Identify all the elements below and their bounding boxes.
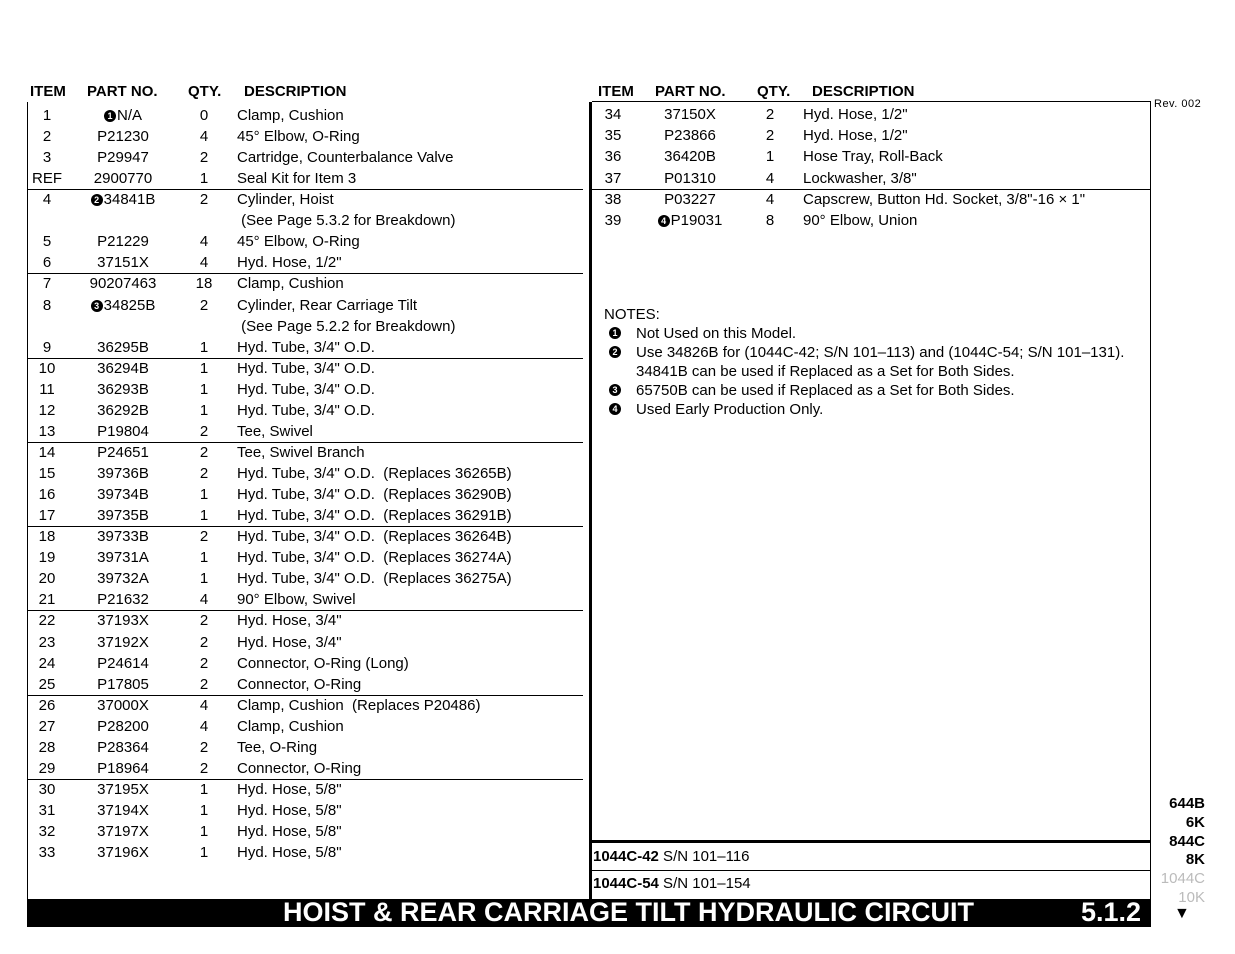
quantity: 1: [199, 801, 209, 819]
description: Connector, O-Ring: [237, 675, 362, 693]
description: Hyd. Tube, 3/4" O.D. (Replaces 36264B): [237, 528, 512, 546]
part-number: [68, 423, 178, 440]
quantity: 2: [199, 422, 209, 440]
item-number: 17: [38, 507, 56, 525]
part-number: [68, 528, 178, 545]
quantity: 4: [765, 190, 775, 208]
item-number: 25: [38, 675, 56, 693]
item-number: 28: [38, 738, 56, 756]
description: Hyd. Tube, 3/4" O.D. (Replaces 36274A): [237, 549, 512, 567]
quantity: 2: [199, 443, 209, 461]
part-number-text: 36293B: [97, 380, 149, 398]
quantity: 4: [199, 717, 209, 735]
description: Clamp, Cushion: [237, 275, 344, 293]
part-number: [68, 402, 178, 419]
item-number: 15: [38, 465, 56, 483]
description: Tee, Swivel: [237, 422, 313, 440]
note-marker-1-icon: 1: [104, 110, 116, 122]
description: Hyd. Tube, 3/4" O.D.: [237, 338, 375, 356]
part-number: [68, 676, 178, 693]
quantity: 1: [199, 486, 209, 504]
note-marker-4-icon: 4: [609, 403, 621, 415]
quantity: 1: [199, 338, 209, 356]
part-number: [635, 212, 745, 229]
header-desc-left: DESCRIPTION: [244, 83, 347, 100]
quantity: 1: [199, 549, 209, 567]
part-number: [68, 802, 178, 819]
model-label: 844C: [1169, 833, 1205, 850]
quantity: 1: [199, 570, 209, 588]
part-number-text: 36294B: [97, 359, 149, 377]
quantity: 8: [765, 212, 775, 229]
note-text: 65750B can be used if Replaced as a Set for Both Sides.: [636, 382, 1015, 399]
description: 90° Elbow, Swivel: [237, 591, 356, 609]
part-number-text: 39734B: [97, 486, 149, 504]
part-number-text: 39733B: [97, 528, 149, 546]
part-number-text: P21229: [97, 233, 149, 251]
header-desc-right: DESCRIPTION: [812, 83, 915, 100]
serial-range-2: S/N 101–154: [658, 875, 751, 892]
notes-list: [604, 324, 1124, 419]
description: Hyd. Hose, 1/2": [803, 127, 908, 145]
description: Clamp, Cushion: [237, 107, 344, 124]
part-number-text: 37193X: [97, 612, 149, 630]
description: Cylinder, Rear Carriage Tilt: [237, 296, 418, 314]
serial-row-1: [593, 848, 750, 865]
quantity: 1: [199, 844, 209, 862]
quantity: 1: [199, 170, 209, 188]
part-number: [68, 823, 178, 840]
model-label: 644B: [1169, 795, 1205, 812]
page-number: 5.1.2: [1081, 897, 1142, 927]
right-table-right-border: [1150, 101, 1151, 899]
group-divider: [28, 526, 583, 527]
item-number: 34: [604, 106, 622, 123]
part-number: [68, 781, 178, 798]
part-number-text: P28364: [97, 738, 149, 756]
description: 90° Elbow, Union: [803, 212, 918, 229]
quantity: 2: [199, 528, 209, 546]
part-number-text: 39732A: [97, 570, 149, 588]
item-number: 39: [604, 212, 622, 229]
note-marker-4-icon: 4: [658, 215, 670, 227]
quantity: 1: [765, 148, 775, 166]
part-number-text: 39735B: [97, 507, 149, 525]
quantity: 4: [199, 254, 209, 272]
note-text: Used Early Production Only.: [636, 401, 824, 418]
description: 45° Elbow, O-Ring: [237, 128, 360, 146]
part-number: [635, 148, 745, 165]
item-number: 24: [38, 654, 56, 672]
part-number: [68, 739, 178, 756]
quantity: 0: [199, 107, 209, 124]
group-divider: [592, 189, 1150, 190]
description: Hyd. Hose, 5/8": [237, 780, 342, 798]
note-text: Use 34826B for (1044C-42; S/N 101–113) and (1044C-54; S/N 101–131).: [636, 344, 1125, 361]
part-number: [68, 339, 178, 356]
item-number: 35: [604, 127, 622, 145]
revision-label: Rev. 002: [1154, 98, 1202, 110]
note-item: [604, 343, 1124, 362]
description: Hyd. Tube, 3/4" O.D.: [237, 380, 375, 398]
group-divider: [28, 189, 583, 190]
group-divider: [28, 779, 583, 780]
part-number: [68, 486, 178, 503]
part-number: [68, 507, 178, 524]
description: Hyd. Hose, 5/8": [237, 844, 342, 862]
quantity: 2: [199, 612, 209, 630]
item-number: 11: [39, 380, 55, 398]
item-number: 13: [38, 422, 56, 440]
part-number: [68, 549, 178, 566]
description: Cartridge, Counterbalance Valve: [237, 149, 454, 167]
quantity: 4: [765, 169, 775, 187]
note-marker-2-icon: 2: [609, 346, 621, 358]
description: Hyd. Tube, 3/4" O.D.: [237, 401, 375, 419]
quantity: 1: [199, 507, 209, 525]
part-number-text: 2900770: [93, 170, 153, 188]
model-label: 6K: [1185, 814, 1205, 831]
part-number-text: 36295B: [97, 338, 149, 356]
group-divider: [28, 695, 583, 696]
part-number: [68, 634, 178, 651]
description: Clamp, Cushion: [237, 717, 344, 735]
description: 45° Elbow, O-Ring: [237, 233, 360, 251]
part-number-text: N/A: [116, 107, 142, 124]
item-number: 26: [38, 696, 56, 714]
part-number-text: 37192X: [97, 633, 149, 651]
item-number: 5: [42, 233, 52, 251]
quantity: 4: [199, 696, 209, 714]
description: Clamp, Cushion (Replaces P20486): [237, 696, 481, 714]
part-number: [635, 170, 745, 187]
description: Tee, O-Ring: [237, 738, 318, 756]
page-title: HOIST & REAR CARRIAGE TILT HYDRAULIC CIRCUIT: [283, 897, 974, 927]
part-number: [68, 191, 178, 208]
part-number-text: 39736B: [97, 465, 149, 483]
part-number-text: P24651: [97, 443, 149, 461]
group-divider: [28, 610, 583, 611]
quantity: 2: [199, 465, 209, 483]
note-item: [604, 362, 1124, 381]
item-number: 3: [42, 149, 52, 167]
part-number-text: P21632: [97, 591, 149, 609]
center-divider: [589, 102, 592, 899]
note-item: [604, 324, 1124, 343]
quantity: 4: [199, 233, 209, 251]
quantity: 2: [199, 149, 209, 167]
part-number-text: P03227: [664, 190, 716, 208]
part-number: [68, 297, 178, 314]
description: Hyd. Tube, 3/4" O.D. (Replaces 36265B): [237, 465, 512, 483]
serial-range-1: S/N 101–116: [658, 848, 750, 865]
description: Hyd. Tube, 3/4" O.D. (Replaces 36275A): [237, 570, 512, 588]
item-number: 38: [604, 190, 622, 208]
description: (See Page 5.2.2 for Breakdown): [237, 317, 456, 335]
quantity: 2: [199, 759, 209, 777]
part-number-text: 37151X: [97, 254, 149, 272]
item-number: 33: [38, 844, 56, 862]
part-number-text: P19804: [97, 422, 149, 440]
description: Tee, Swivel Branch: [237, 443, 365, 461]
note-marker-1-icon: 1: [609, 327, 621, 339]
part-number: [68, 107, 178, 124]
header-part-right: PART NO.: [655, 83, 726, 100]
part-number: [68, 570, 178, 587]
part-number-text: P24614: [97, 654, 149, 672]
description: Hyd. Tube, 3/4" O.D. (Replaces 36290B): [237, 486, 512, 504]
part-number-text: 34825B: [103, 296, 156, 314]
description: Connector, O-Ring: [237, 759, 362, 777]
part-number-text: 37150X: [664, 106, 716, 123]
part-number: [635, 191, 745, 208]
item-number: 1: [42, 107, 52, 124]
part-number: [68, 655, 178, 672]
part-number-text: P21230: [97, 128, 149, 146]
note-marker-3-icon: 3: [609, 384, 621, 396]
part-number: [68, 275, 178, 292]
model-label: 10K: [1178, 889, 1205, 906]
part-number-text: P28200: [97, 717, 149, 735]
quantity: 1: [199, 380, 209, 398]
description: Hyd. Hose, 1/2": [237, 254, 342, 272]
part-number: [68, 718, 178, 735]
description: (See Page 5.3.2 for Breakdown): [237, 212, 456, 230]
next-page-arrow-icon[interactable]: ▼: [1174, 905, 1190, 922]
item-number: 19: [38, 549, 56, 567]
part-number-text: 37194X: [97, 801, 149, 819]
quantity: 2: [199, 633, 209, 651]
part-number: [68, 844, 178, 861]
description: Cylinder, Hoist: [237, 191, 334, 209]
description: Connector, O-Ring (Long): [237, 654, 409, 672]
part-number-text: 37197X: [97, 823, 149, 841]
part-number: [68, 381, 178, 398]
part-number-text: 39731A: [97, 549, 149, 567]
item-number: 16: [38, 486, 56, 504]
item-number: REF: [32, 170, 62, 188]
part-number: [68, 465, 178, 482]
part-number: [68, 149, 178, 166]
item-number: 22: [38, 612, 56, 630]
quantity: 1: [199, 823, 209, 841]
part-number-text: P01310: [664, 169, 716, 187]
part-number-text: 37195X: [97, 780, 149, 798]
quantity: 2: [765, 127, 775, 145]
model-label: 1044C: [1160, 870, 1205, 887]
notes-section: [604, 305, 1124, 419]
part-number: [68, 128, 178, 145]
serial-model-1: 1044C-42: [593, 848, 659, 865]
group-divider: [28, 358, 583, 359]
notes-heading: NOTES:: [604, 306, 660, 323]
part-number-text: P29947: [97, 149, 149, 167]
part-number-text: P18964: [97, 759, 149, 777]
right-table-top-border: [592, 101, 1151, 102]
item-number: 6: [42, 254, 52, 272]
item-number: 8: [42, 296, 52, 314]
part-number-text: P19031: [670, 212, 723, 229]
quantity: 4: [199, 591, 209, 609]
item-number: 36: [604, 148, 622, 166]
note-item: [604, 400, 1124, 419]
part-number-text: 37196X: [97, 844, 149, 862]
quantity: 2: [765, 106, 775, 123]
serial-row-2: [593, 875, 751, 892]
description: Hyd. Hose, 5/8": [237, 823, 342, 841]
part-number: [68, 591, 178, 608]
description: Hyd. Hose, 3/4": [237, 612, 342, 630]
quantity: 1: [199, 401, 209, 419]
description: Lockwasher, 3/8": [803, 169, 917, 187]
quantity: 18: [195, 275, 213, 293]
description: Hyd. Hose, 5/8": [237, 801, 342, 819]
part-number-text: 34841B: [103, 191, 156, 209]
item-number: 12: [38, 401, 56, 419]
item-number: 21: [38, 591, 56, 609]
item-number: 27: [38, 717, 56, 735]
part-number: [68, 170, 178, 187]
part-number: [68, 760, 178, 777]
part-number: [68, 233, 178, 250]
quantity: 2: [199, 296, 209, 314]
part-number-text: 36292B: [97, 401, 149, 419]
serial-box-divider: [592, 870, 1151, 871]
item-number: 20: [38, 570, 56, 588]
item-number: 18: [38, 528, 56, 546]
description: Hyd. Hose, 3/4": [237, 633, 342, 651]
description: Seal Kit for Item 3: [237, 170, 357, 188]
part-number: [68, 697, 178, 714]
item-number: 2: [42, 128, 52, 146]
quantity: 2: [199, 191, 209, 209]
header-part-left: PART NO.: [87, 83, 158, 100]
header-item-right: ITEM: [598, 83, 634, 100]
quantity: 2: [199, 675, 209, 693]
note-text: 34841B can be used if Replaced as a Set for Both Sides.: [636, 363, 1015, 380]
group-divider: [28, 273, 583, 274]
quantity: 2: [199, 738, 209, 756]
part-number: [68, 360, 178, 377]
item-number: 37: [604, 169, 622, 187]
group-divider: [28, 442, 583, 443]
part-number: [635, 106, 745, 123]
header-item-left: ITEM: [30, 83, 66, 100]
note-text: Not Used on this Model.: [636, 325, 797, 342]
item-number: 23: [38, 633, 56, 651]
part-number: [68, 254, 178, 271]
serial-model-2: 1044C-54: [593, 875, 659, 892]
quantity: 1: [199, 780, 209, 798]
quantity: 1: [199, 359, 209, 377]
item-number: 30: [38, 780, 56, 798]
note-marker-2-icon: 2: [91, 194, 103, 206]
part-number-text: 36420B: [664, 148, 716, 166]
quantity: 4: [199, 128, 209, 146]
part-number: [68, 444, 178, 461]
part-number-text: P23866: [664, 127, 716, 145]
description: Hyd. Hose, 1/2": [803, 106, 908, 123]
description: Hyd. Tube, 3/4" O.D.: [237, 359, 375, 377]
part-number: [68, 612, 178, 629]
item-number: 9: [42, 338, 52, 356]
note-item: [604, 381, 1124, 400]
description: Hose Tray, Roll-Back: [803, 148, 943, 166]
model-label: 8K: [1185, 851, 1205, 868]
item-number: 31: [38, 801, 56, 819]
part-number-text: 37000X: [97, 696, 149, 714]
item-number: 10: [38, 359, 56, 377]
item-number: 14: [38, 443, 56, 461]
item-number: 4: [42, 191, 52, 209]
quantity: 2: [199, 654, 209, 672]
header-qty-right: QTY.: [757, 83, 791, 100]
item-number: 32: [38, 823, 56, 841]
part-number: [635, 127, 745, 144]
description: Capscrew, Button Hd. Socket, 3/8"-16 × 1": [803, 190, 1086, 208]
item-number: 7: [42, 275, 52, 293]
part-number-text: 90207463: [89, 275, 157, 293]
serial-box-top-border: [592, 840, 1151, 843]
note-marker-3-icon: 3: [91, 300, 103, 312]
header-qty-left: QTY.: [188, 83, 222, 100]
part-number-text: P17805: [97, 675, 149, 693]
description: Hyd. Tube, 3/4" O.D. (Replaces 36291B): [237, 507, 512, 525]
item-number: 29: [38, 759, 56, 777]
